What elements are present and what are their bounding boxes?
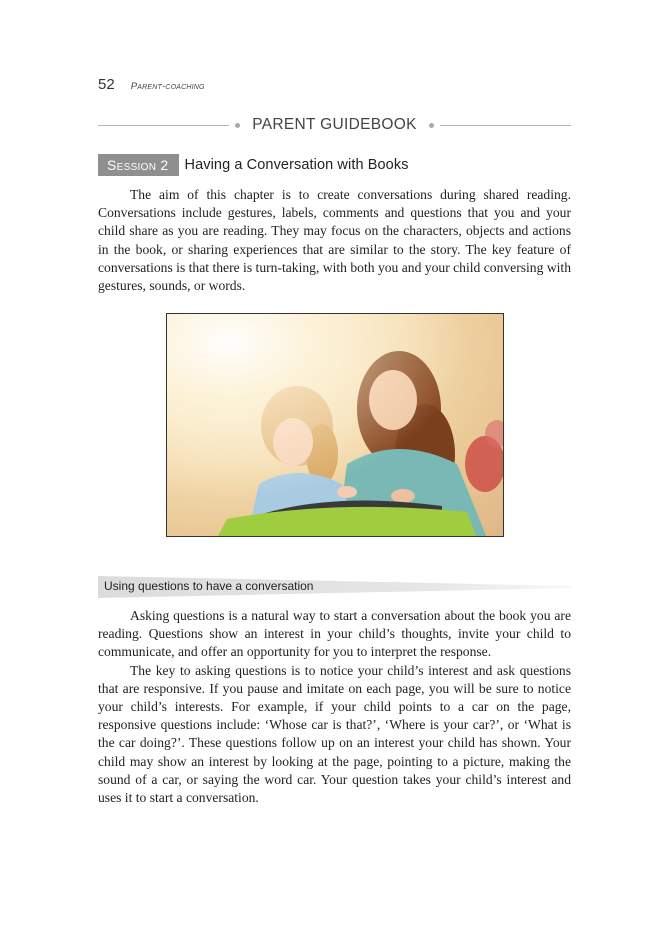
intro-paragraph: The aim of this chapter is to create conversations during shared reading. Conversations include gestures, labels, comments and questions that you and your child share as you are reading. They may focus on the characters, objects and actions in the book, or sharing experiences that are similar to the story. The key feature of conversations is that there is turn-taking, with both you and your child conversing with gestures, sounds, or words.	[98, 187, 571, 294]
page-number: 52	[98, 76, 115, 93]
banner-title: PARENT GUIDEBOOK	[252, 116, 417, 133]
section-heading	[98, 576, 571, 598]
section-text	[98, 607, 571, 807]
banner-dot-left	[235, 123, 240, 128]
banner-dot-right	[429, 123, 434, 128]
banner-rule-left	[98, 125, 229, 126]
reading-photo	[166, 313, 504, 537]
section-heading-text: Using questions to have a conversation	[104, 579, 314, 593]
intro-text	[98, 186, 571, 295]
running-title: Parent-coaching	[130, 81, 205, 92]
mother-child-reading-illustration	[167, 314, 504, 537]
session-badge: Session 2	[98, 154, 179, 176]
banner-rule-right	[440, 125, 571, 126]
running-head	[98, 76, 205, 93]
section-paragraph: Asking questions is a natural way to start a conversation about the book you are reading. Questions show an interest in your child’s thoughts, invite your child to communicate, and offer an opportunity for you to interpret the response.	[98, 608, 571, 660]
session-title: Having a Conversation with Books	[184, 157, 409, 173]
guidebook-banner	[98, 114, 571, 136]
section-paragraph: The key to asking questions is to notice your child’s interest and ask questions that are responsive. If you pause and imitate on each page, you will be sure to notice your child’s interests. For example, if your child points to a car on the page, responsive questions include: ‘Whose car is that?’, ‘Where is your car?’, or ‘What is the car doing?’. These questions follow up on an interest your child has shown. Your child may show an interest by looking at the page, pointing to a picture, making the sound of a car, or saying the word car. Your question takes your child’s interest and uses it to start a conversation.	[98, 662, 571, 806]
session-heading	[98, 154, 409, 176]
